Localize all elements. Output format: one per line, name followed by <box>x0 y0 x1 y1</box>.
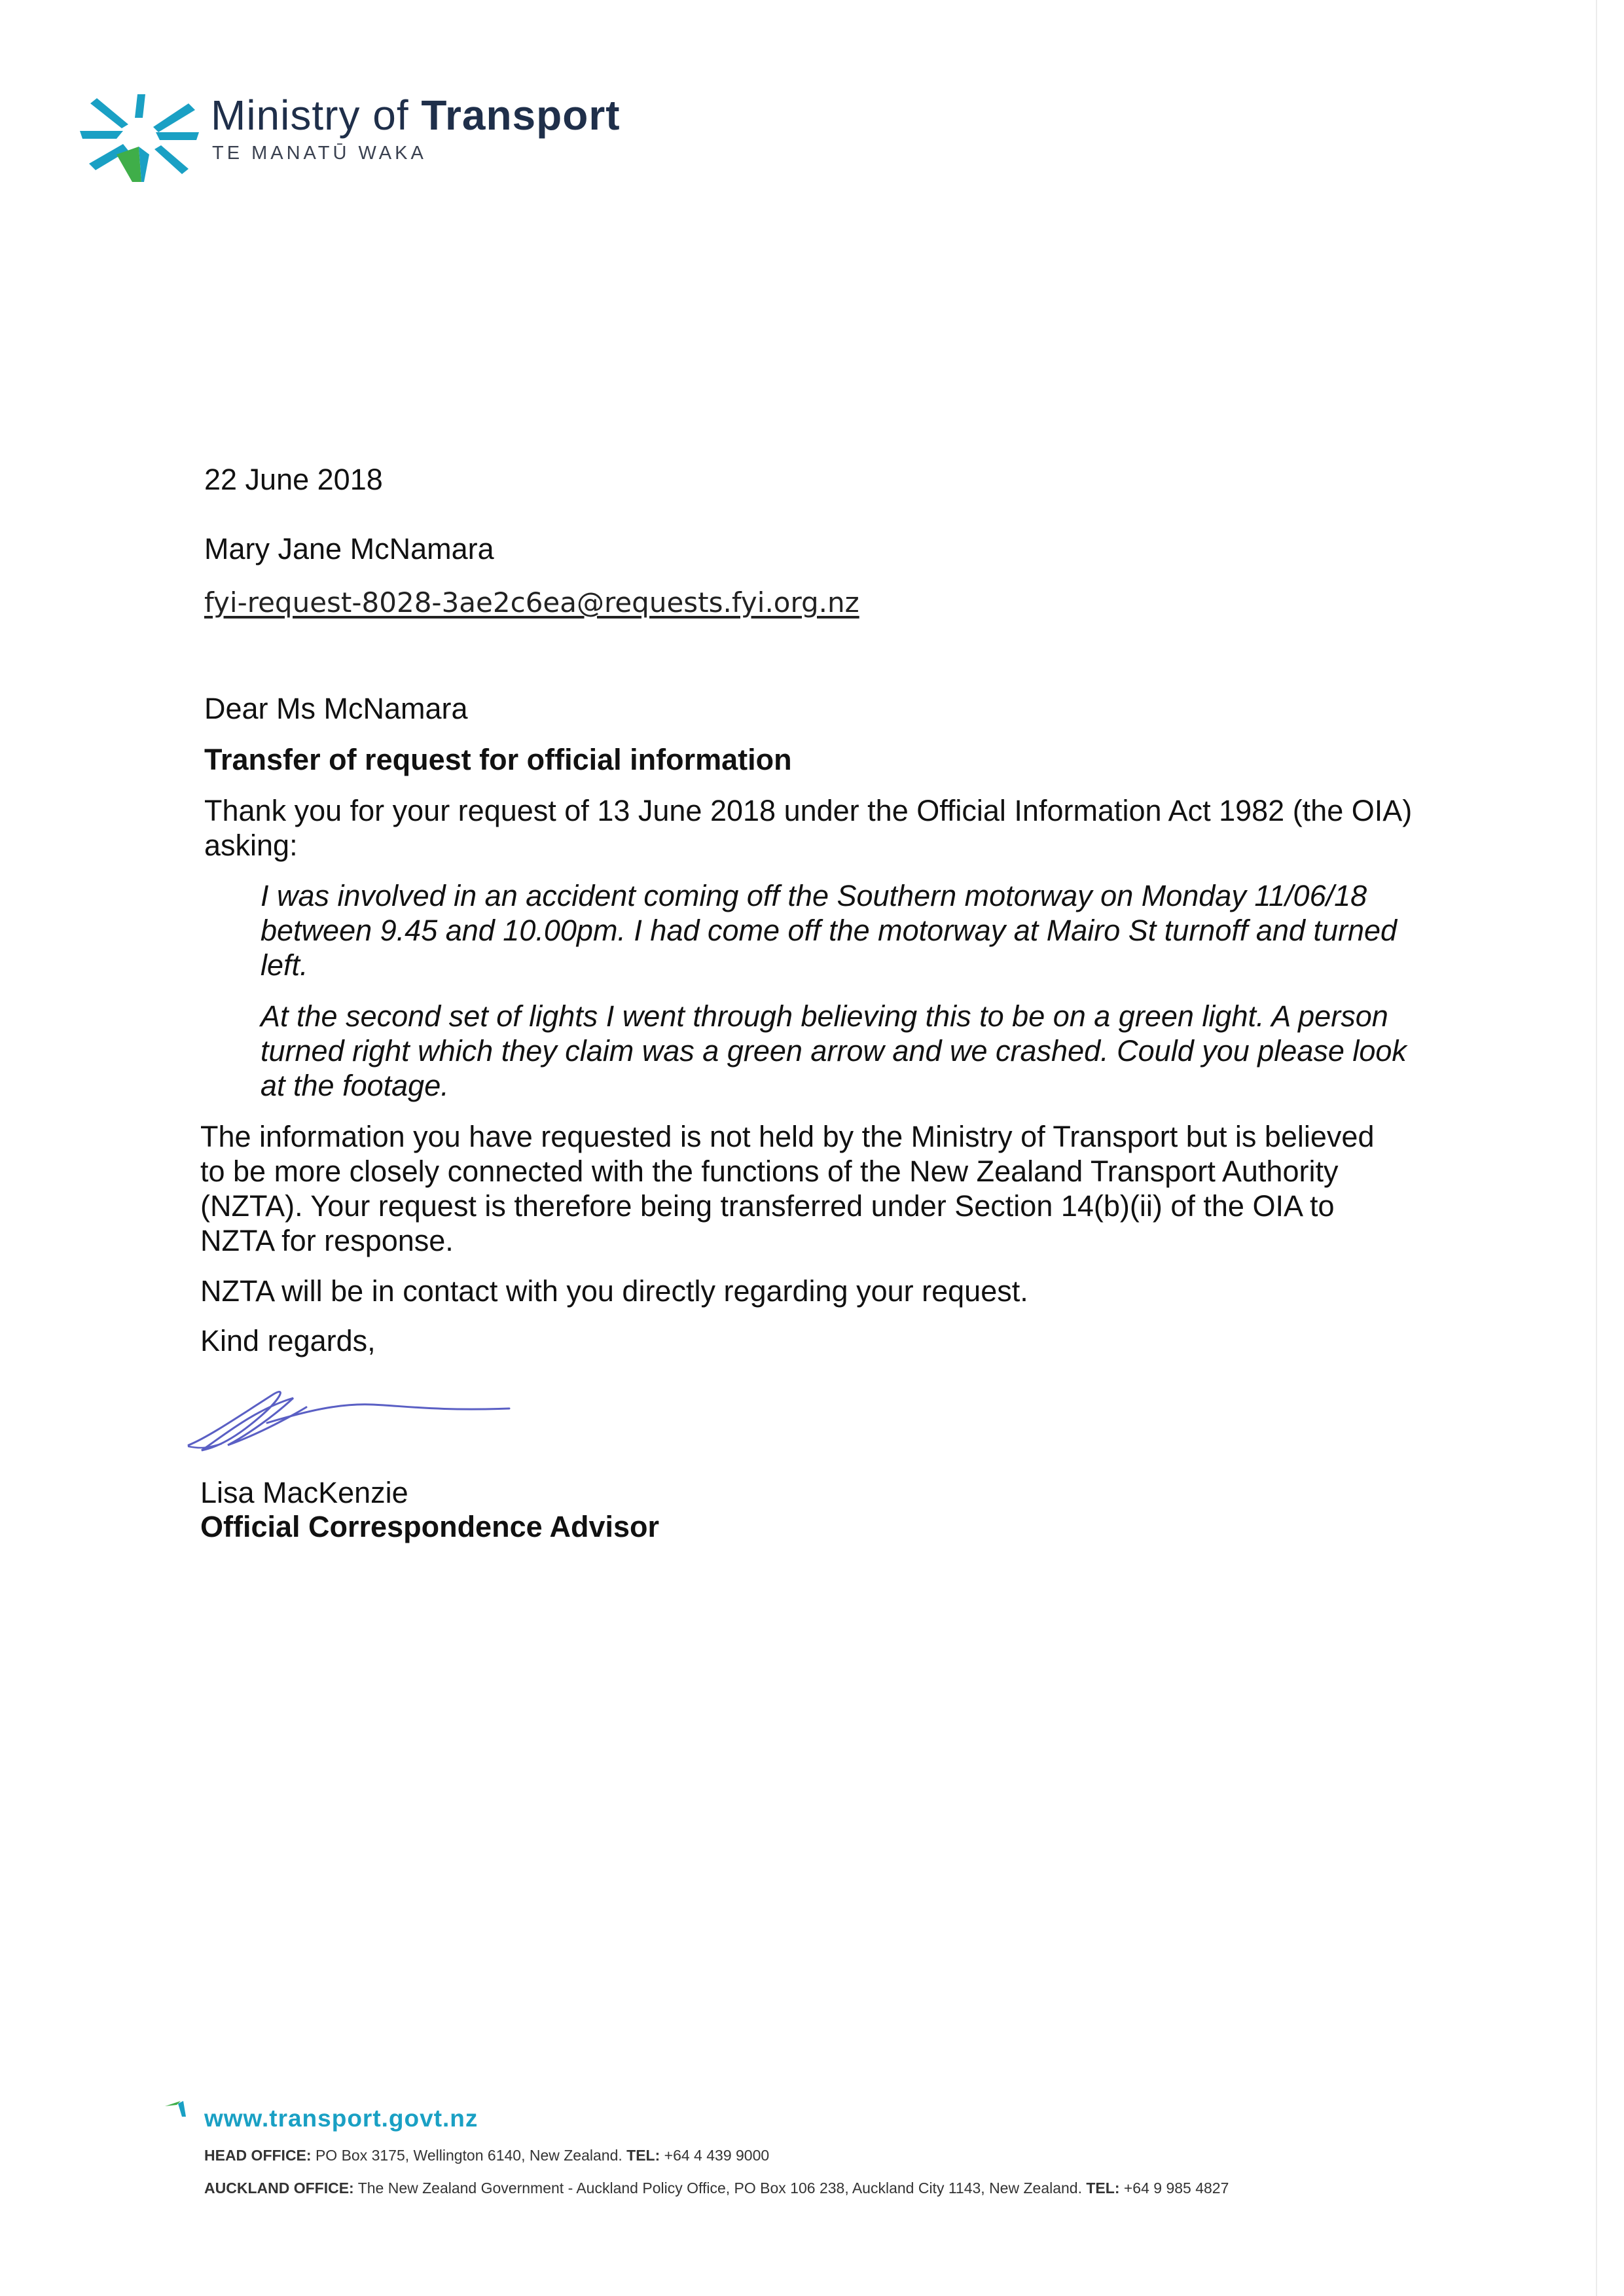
organisation-name <box>211 89 621 141</box>
closing: Kind regards, <box>200 1324 376 1357</box>
footer-chevron-icon <box>164 2098 190 2118</box>
handwritten-signature <box>182 1374 522 1460</box>
recipient-email-link[interactable]: fyi-request-8028-3ae2c6ea@requests.fyi.org.nz <box>204 586 859 619</box>
head-office-tel-label: TEL: <box>626 2147 660 2164</box>
request-quote-1: I was involved in an accident coming off the Southern motorway on Monday 11/06/18 between 9.45 and 10.00pm. I had come off the motorway at Mairo St turnoff and turned left. <box>261 879 1398 982</box>
org-name-light: Ministry of <box>211 92 409 139</box>
letter-date: 22 June 2018 <box>204 463 383 496</box>
auckland-office-tel: +64 9 985 4827 <box>1123 2179 1229 2197</box>
signer-title: Official Correspondence Advisor <box>200 1510 659 1543</box>
ministry-star-logo-icon <box>77 92 202 183</box>
salutation: Dear Ms McNamara <box>204 692 468 725</box>
recipient-name: Mary Jane McNamara <box>204 532 494 565</box>
signer-name: Lisa MacKenzie <box>200 1476 408 1509</box>
page-edge-line <box>1596 0 1597 2296</box>
head-office-address <box>204 2147 769 2164</box>
footer-website-link[interactable]: www.transport.govt.nz <box>204 2105 478 2132</box>
organisation-subtitle: TE MANATŪ WAKA <box>212 143 427 164</box>
transfer-paragraph: The information you have requested is not held by the Ministry of Transport but is believed to be more closely connected with the functions of the New Zealand Transport Authority (NZTA). Your request is therefore being transferred under Section 14(b)(ii) of the OIA to NZTA for response. <box>200 1120 1375 1257</box>
auckland-office-text: The New Zealand Government - Auckland Policy Office, PO Box 106 238, Auckland City 1143, New Zealand. <box>357 2179 1082 2197</box>
intro-paragraph: Thank you for your request of 13 June 2018 under the Official Information Act 1982 (the OIA) asking: <box>204 794 1413 862</box>
auckland-office-label: AUCKLAND OFFICE: <box>204 2179 354 2197</box>
head-office-label: HEAD OFFICE: <box>204 2147 312 2164</box>
org-name-bold: Transport <box>421 92 621 139</box>
head-office-text: PO Box 3175, Wellington 6140, New Zealand. <box>315 2147 623 2164</box>
auckland-office-tel-label: TEL: <box>1086 2179 1120 2197</box>
contact-paragraph: NZTA will be in contact with you directly regarding your request. <box>200 1274 1028 1308</box>
auckland-office-address <box>204 2179 1229 2197</box>
request-quote-2: At the second set of lights I went through believing this to be on a green light. A person turned right which they claim was a green arrow and we crashed. Could you please look at the footage. <box>261 999 1407 1102</box>
head-office-tel: +64 4 439 9000 <box>664 2147 770 2164</box>
subject-heading: Transfer of request for official information <box>204 743 792 776</box>
